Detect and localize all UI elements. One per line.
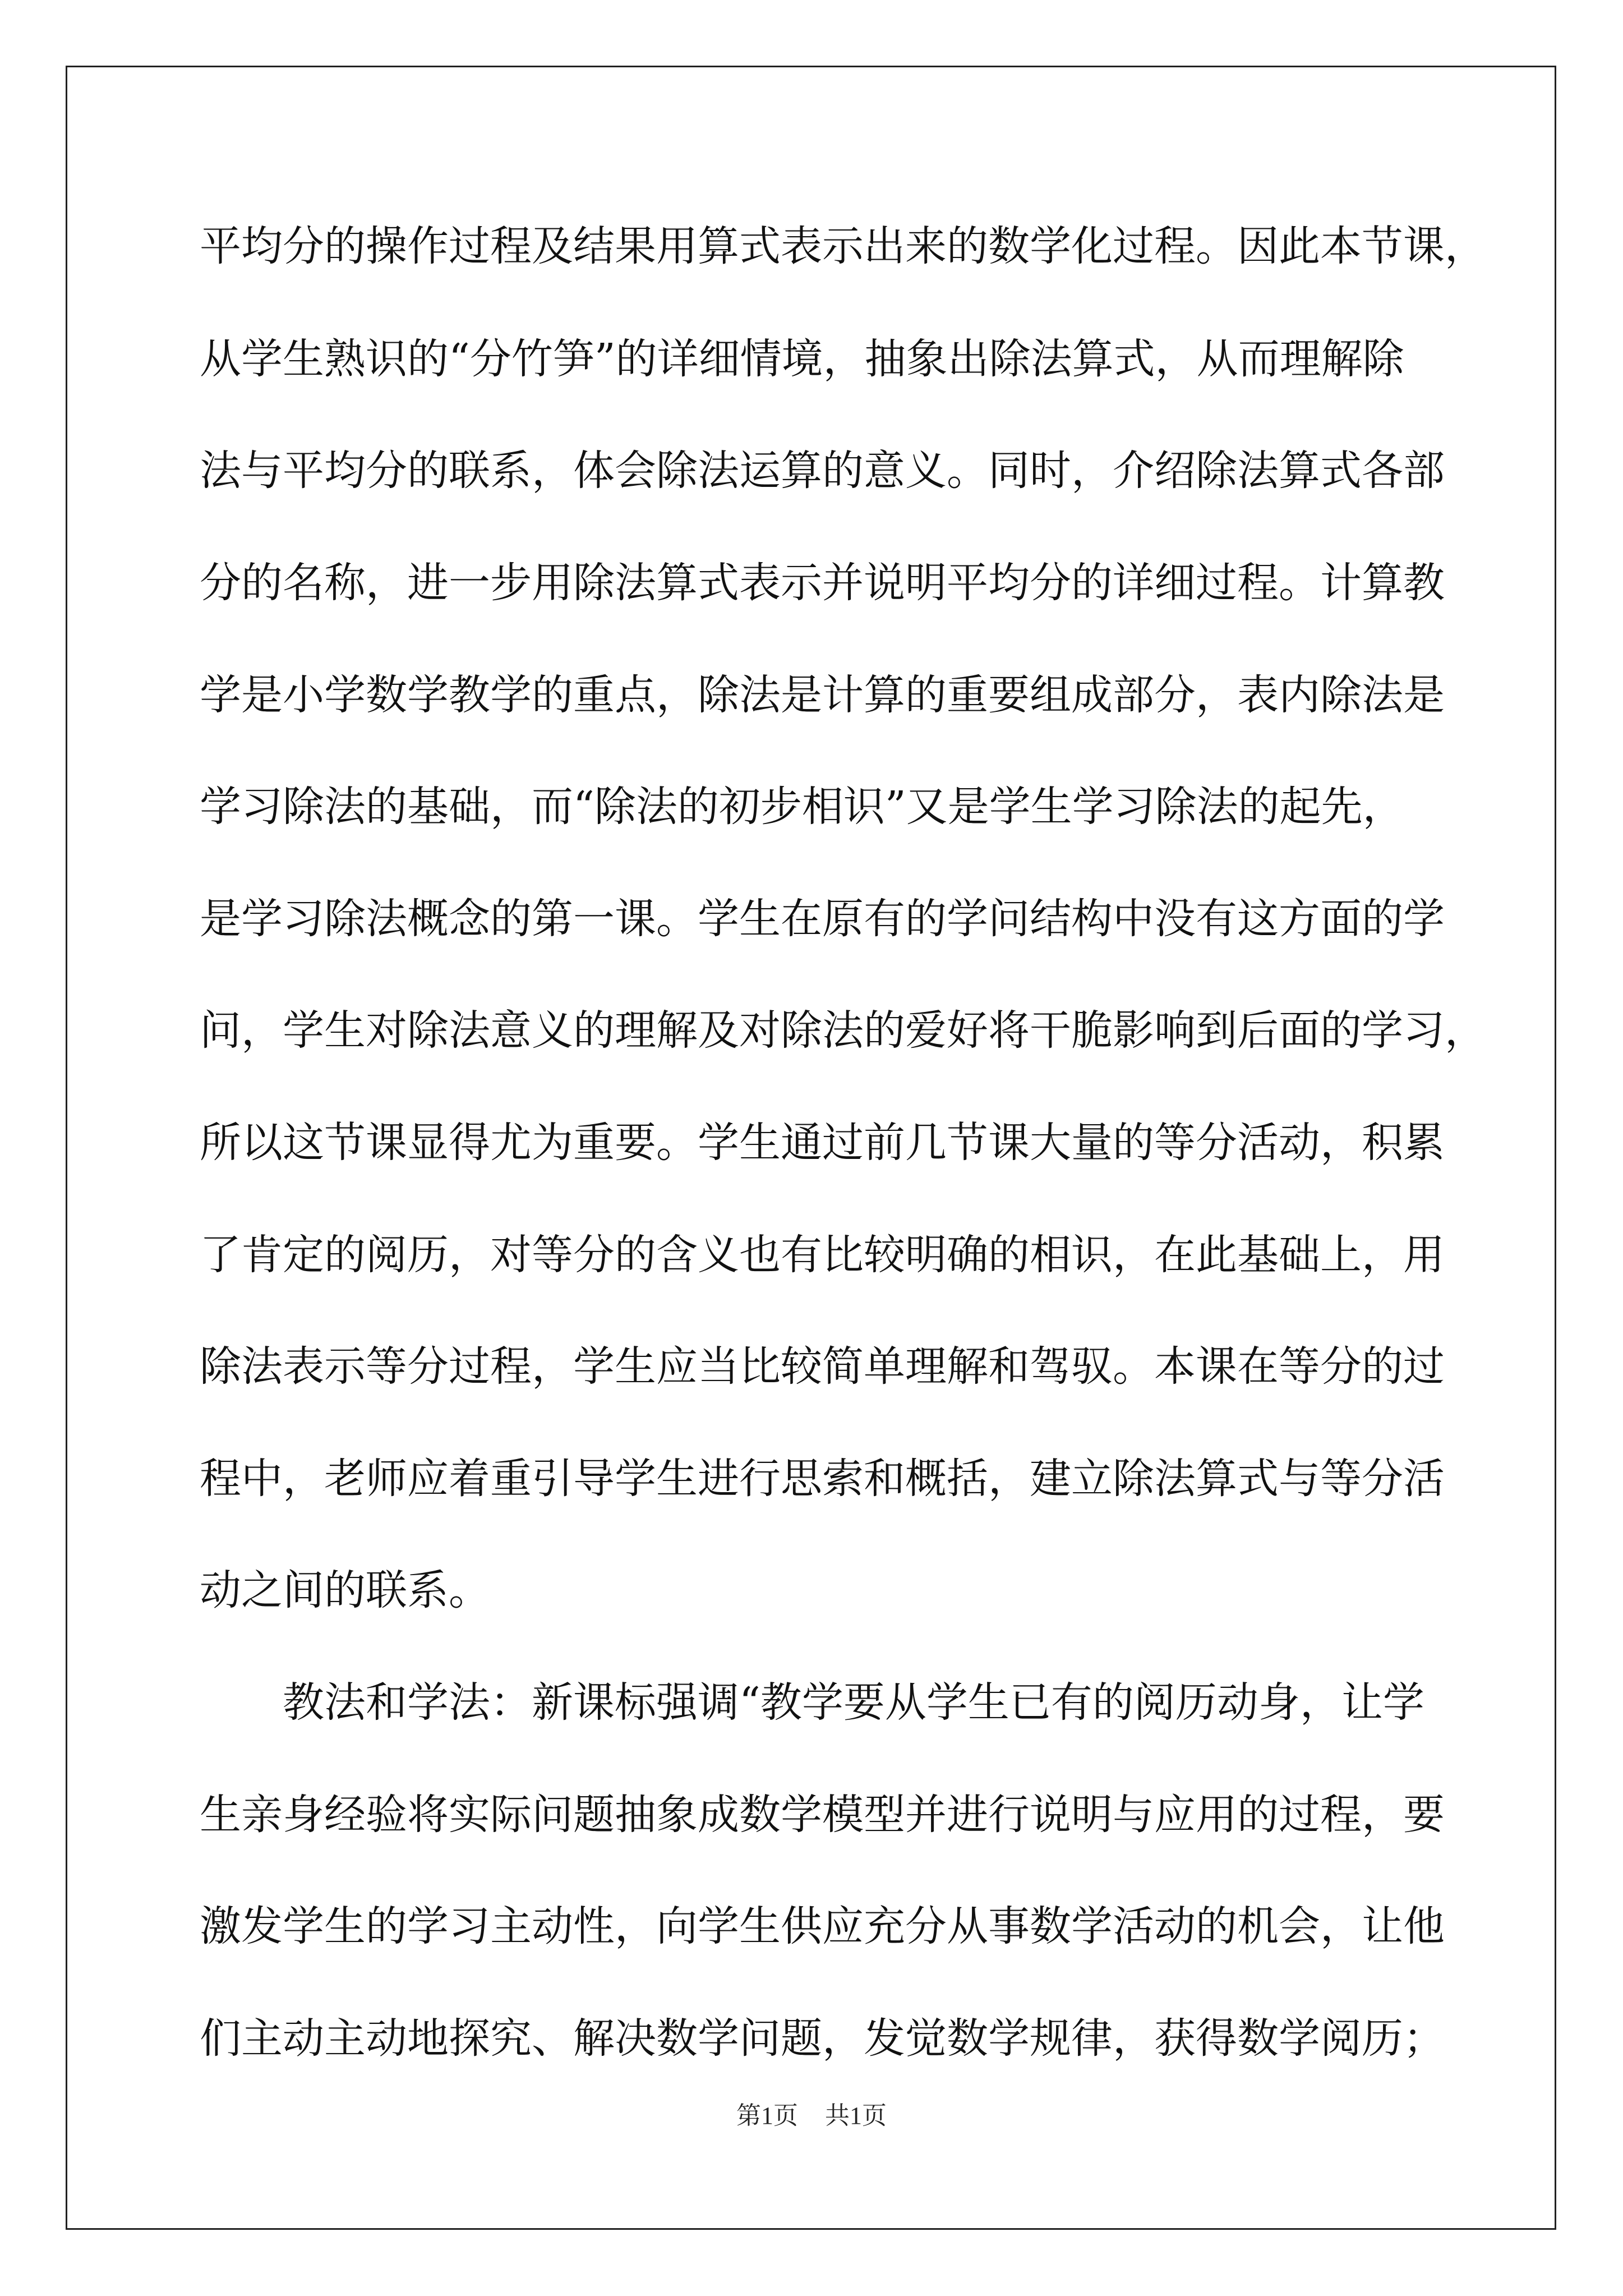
text-line: 动之间的联系。 — [200, 1566, 490, 1614]
text-line: 教法和学法：新课标强调“教学要从学生已有的阅历动身，让学 — [200, 1678, 1424, 1727]
text-line: 从学生熟识的“分竹笋”的详细情境，抽象出除法算式，从而理解除 — [200, 335, 1404, 383]
page-footer — [0, 2095, 1623, 2131]
text-line: 除法表示等分过程，学生应当比较简单理解和驾驭。本课在等分的过 — [200, 1342, 1445, 1391]
text-line: 平均分的操作过程及结果用算式表示出来的数学化过程。因此本节课， — [200, 222, 1486, 270]
text-line: 了肯定的阅历，对等分的含义也有比较明确的相识，在此基础上，用 — [200, 1231, 1445, 1279]
text-line: 学习除法的基础，而“除法的初步相识”又是学生学习除法的起先， — [200, 783, 1404, 831]
text-line: 程中，老师应着重引导学生进行思索和概括，建立除法算式与等分活 — [200, 1455, 1445, 1503]
page-number: 第1页 — [736, 2102, 798, 2129]
text-line: 们主动主动地探究、解决数学问题，发觉数学规律，获得数学阅历； — [200, 2014, 1445, 2063]
text-line: 激发学生的学习主动性，向学生供应充分从事数学活动的机会，让他 — [200, 1902, 1445, 1950]
text-line: 所以这节课显得尤为重要。学生通过前几节课大量的等分活动，积累 — [200, 1119, 1445, 1167]
text-line: 法与平均分的联系，体会除法运算的意义。同时，介绍除法算式各部 — [200, 447, 1445, 495]
text-line: 分的名称，进一步用除法算式表示并说明平均分的详细过程。计算教 — [200, 559, 1445, 607]
text-line: 学是小学数学教学的重点，除法是计算的重要组成部分，表内除法是 — [200, 671, 1445, 719]
text-line: 生亲身经验将实际问题抽象成数学模型并进行说明与应用的过程，要 — [200, 1791, 1445, 1839]
page-total: 共1页 — [825, 2102, 887, 2129]
text-line: 问，学生对除法意义的理解及对除法的爱好将干脆影响到后面的学习， — [200, 1006, 1486, 1055]
text-line: 是学习除法概念的第一课。学生在原有的学问结构中没有这方面的学 — [200, 895, 1445, 943]
